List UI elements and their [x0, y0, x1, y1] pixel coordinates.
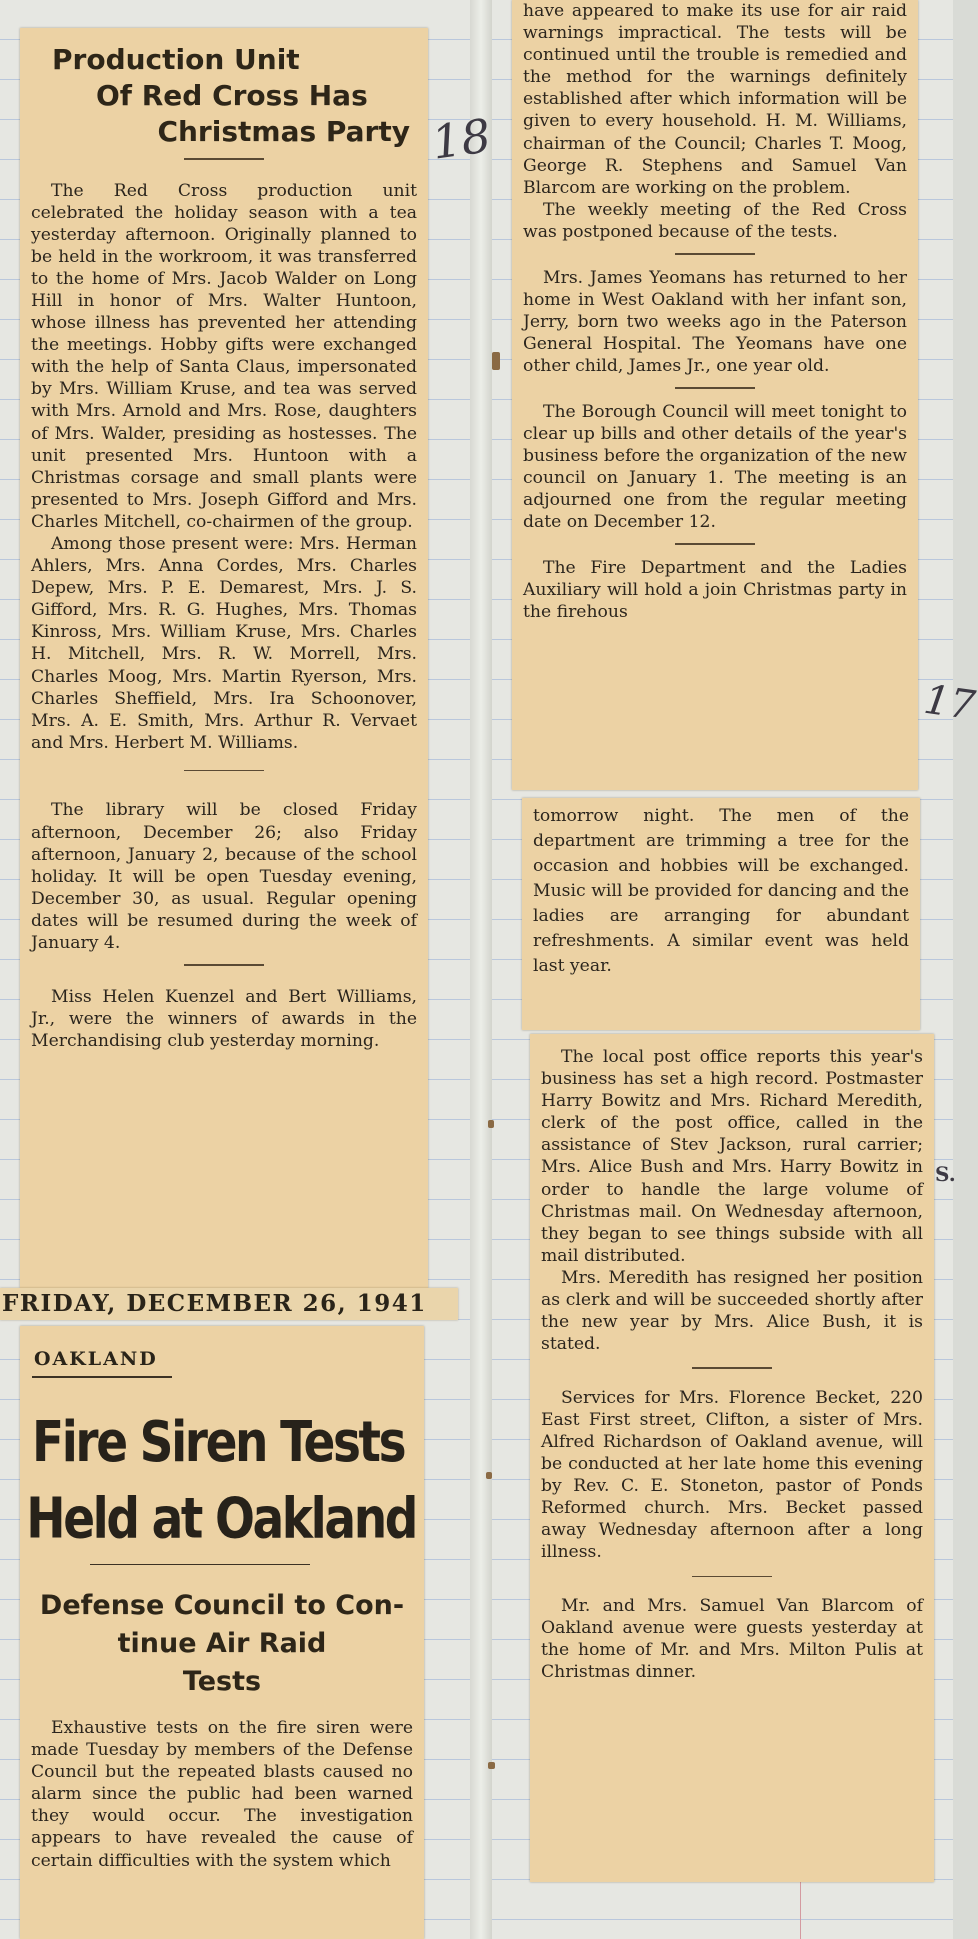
clipping-subheadline — [20, 1565, 424, 1701]
divider-rule — [184, 158, 264, 160]
headline-line: Held at Oakland — [26, 1485, 416, 1552]
paragraph: have appeared to make its use for air raid warnings impractical. The tests will be continued until the trouble is remedied and the method for the warnings definitely established after which information will be given to every household. H. M. Williams, chairman of the Council; Charles T. Moog, George R. Stephens and Samuel Van Blarcom are working on the problem. — [523, 1, 907, 198]
edge-fragment-text: S. — [935, 1162, 956, 1186]
clipping-headline — [20, 28, 428, 150]
divider-rule — [184, 964, 264, 966]
clipping-fire-siren — [20, 1326, 424, 1939]
divider-rule — [675, 253, 755, 255]
subhead-line: Defense Council to Con- — [39, 1590, 405, 1621]
article-body — [530, 1034, 934, 1355]
subhead-line: tinue Air Raid — [117, 1628, 327, 1659]
paragraph: tomorrow night. The men of the department are trimming a tree for the occasion and hobbies will be exchanged. Music will be provided for dancing and the ladies are arranging for abundant refreshments. A similar event was held last year. — [533, 806, 909, 976]
article-body — [20, 799, 428, 954]
paragraph: Services for Mrs. Florence Becket, 220 East First street, Clifton, a sister of Mrs. Alfred Richardson of Oakland avenue, will be conducted at her late home this evening by Rev. C. E. Stoneton, pastor of Ponds Reformed church. Mrs. Becket passed away Wednesday afternoon after a long illness. — [541, 1387, 923, 1563]
article-body — [530, 1387, 934, 1564]
clipping-right-bottom — [530, 1034, 934, 1882]
paragraph: Miss Helen Kuenzel and Bert Williams, Jr., were the winners of awards in the Merchandising club yesterday morning. — [31, 986, 417, 1051]
article-body — [512, 0, 918, 243]
dateline: FRIDAY, DECEMBER 26, 1941 — [0, 1288, 458, 1320]
divider-rule — [692, 1367, 772, 1369]
book-gutter — [470, 0, 492, 1939]
clipping-right-middle — [522, 798, 920, 1030]
article-body — [20, 986, 428, 1052]
article-body — [20, 180, 428, 754]
headline-line: Production Unit — [52, 43, 300, 76]
clipping-production-unit — [20, 28, 428, 1288]
paragraph: The library will be closed Friday afternoon, December 26; also Friday afternoon, January 2, because of the school holiday. It will be open Tuesday evening, December 30, as usual. Regular opening dates will be resumed during the week of January 4. — [31, 800, 417, 953]
stain-mark — [488, 1120, 494, 1128]
divider-rule — [692, 1576, 772, 1578]
paragraph: The local post office reports this year's business has set a high record. Postmaster Harry Bowitz and Mrs. Richard Meredith, clerk of the post office, called in the assistance of Stev Jackson, rural carrier; Mrs. Alice Bush and Mrs. Harry Bowitz in order to handle the large volume of Christmas mail. On Wednesday afternoon, they began to see things subside with all mail distributed. — [541, 1047, 923, 1266]
divider-rule — [675, 387, 755, 389]
paragraph: Mrs. Meredith has resigned her position as clerk and will be succeeded shortly after the new year by Mrs. Alice Bush, it is stated. — [541, 1267, 923, 1355]
handwritten-page-number: 18 — [428, 108, 495, 170]
article-body — [20, 1717, 424, 1872]
divider-rule — [184, 770, 264, 772]
paragraph: Mr. and Mrs. Samuel Van Blarcom of Oakland avenue were guests yesterday at the home of Mr. and Mrs. Milton Pulis at Christmas dinner. — [541, 1596, 923, 1683]
subhead-line: Tests — [182, 1666, 262, 1697]
headline-line: Of Red Cross Has — [96, 79, 368, 112]
stain-mark — [486, 1472, 492, 1479]
paragraph: Exhaustive tests on the fire siren were made Tuesday by members of the Defense Council but the repeated blasts caused no alarm since the public had been warned they would occur. The investigation appears to have revealed the cause of certain difficulties with the system which — [31, 1718, 413, 1871]
paragraph: Mrs. James Yeomans has returned to her home in West Oakland with her infant son, Jerry, born two weeks ago in the Paterson General Hospital. The Yeomans have one other child, James Jr., one year old. — [523, 267, 907, 376]
paragraph: Among those present were: Mrs. Herman Ahlers, Mrs. Anna Cordes, Mrs. Charles Depew, Mrs. P. E. Demarest, Mrs. J. S. Gifford, Mrs. R. G. Hughes, Mrs. Thomas Kinross, Mrs. William Kruse, Mrs. Charles H. Mitchell, Mrs. R. W. Morrell, Mrs. Charles Moog, Mrs. Martin Ryerson, Mrs. Charles Sheffield, Mrs. Ira Schoonover, Mrs. A. E. Smith, Mrs. Arthur R. Vervaet and Mrs. Herbert M. Williams. — [31, 534, 417, 753]
clipping-right-top — [512, 0, 918, 790]
headline-line: Fire Siren Tests — [32, 1408, 405, 1475]
paragraph: The Fire Department and the Ladies Auxiliary will hold a join Christmas party in the firehous — [523, 557, 907, 622]
paragraph: The Red Cross production unit celebrated the holiday season with a tea yesterday afternoon. Originally planned to be held in the workroom, it was transferred to the home of Mrs. Jacob Walder on Long Hill in honor of Mrs. Walter Huntoon, whose illness has prevented her attending the meetings. Hobby gifts were exchanged with the help of Santa Claus, impersonated by Mrs. William Kruse, and tea was served with Mrs. Arnold and Mrs. Rose, daughters of Mrs. Walder, presiding as hostesses. The unit presented Mrs. Huntoon with a Christmas corsage and small plants were presented to Mrs. Joseph Gifford and Mrs. Charles Mitchell, co-chairmen of the group. — [31, 180, 417, 532]
paragraph: The weekly meeting of the Red Cross was postponed because of the tests. — [523, 199, 907, 242]
section-label: OAKLAND — [34, 1348, 158, 1370]
article-body — [512, 267, 918, 377]
divider-rule — [675, 543, 755, 545]
headline-line: Christmas Party — [157, 115, 410, 148]
article-body — [512, 557, 918, 623]
article-body — [522, 798, 920, 979]
article-body — [512, 401, 918, 534]
article-body — [530, 1595, 934, 1683]
handwritten-page-number: 17 — [921, 676, 978, 730]
clipping-headline — [20, 1378, 424, 1558]
stain-mark — [488, 1762, 495, 1769]
paragraph: The Borough Council will meet tonight to clear up bills and other details of the year's business before the organization of the new council on January 1. The meeting is an adjourned one from the regular meeting date on December 12. — [523, 401, 907, 532]
stain-mark — [492, 352, 500, 370]
